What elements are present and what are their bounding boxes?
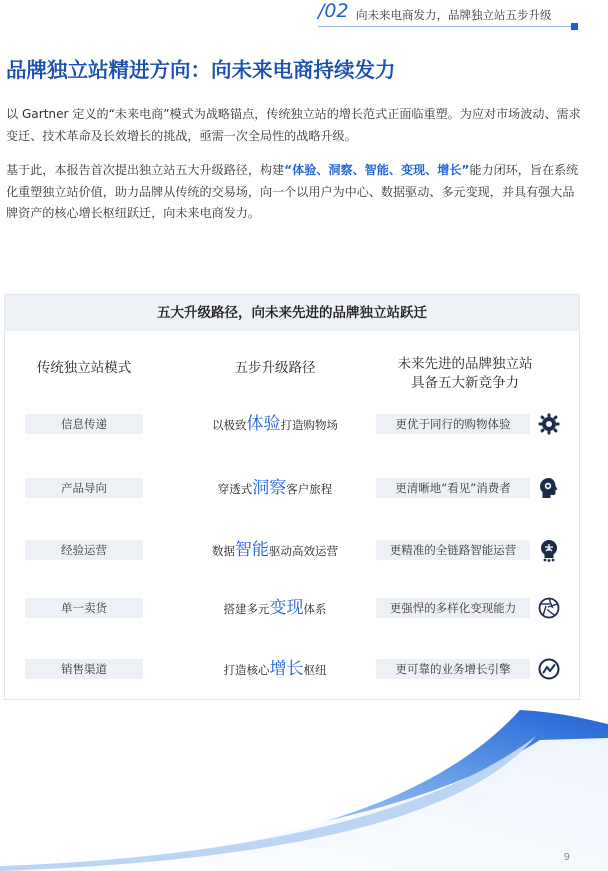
traditional-mode-label: 单一卖货	[25, 598, 143, 618]
growth-trend-icon	[537, 657, 561, 681]
column-title-future-line1: 未来先进的品牌独立站	[397, 356, 533, 372]
section-number: /02	[318, 0, 349, 22]
path-prefix: 以极致	[212, 418, 247, 432]
upgrade-row	[5, 596, 579, 620]
upgrade-path-text	[185, 476, 365, 501]
path-keyword: 洞察	[252, 478, 287, 498]
path-suffix: 打造购物场	[280, 418, 338, 432]
path-keyword: 智能	[235, 540, 269, 560]
body-paragraph	[6, 160, 584, 225]
panel-title: 五大升级路径，向未来先进的品牌独立站跃迁	[5, 295, 579, 331]
path-suffix: 枢纽	[303, 663, 327, 677]
path-keyword: 变现	[269, 598, 304, 618]
intro-paragraph: 以 Gartner 定义的“未来电商”模式为战略锚点，传统独立站的增长范式正面临重塑。为应对市场波动、需求变迁、技术革命及长效增长的挑战，亟需一次全局性的战略升级。	[6, 107, 581, 143]
head-eye-icon	[537, 476, 561, 500]
traditional-mode-label: 产品导向	[25, 478, 143, 498]
future-capability-label: 更可靠的业务增长引擎	[376, 659, 530, 679]
future-capability-label: 更优于同行的购物体验	[376, 414, 530, 434]
network-head-icon	[537, 538, 561, 562]
column-title-traditional: 传统独立站模式	[36, 360, 132, 376]
future-capability-label: 更清晰地“看见”消费者	[376, 478, 530, 498]
path-suffix: 体系	[303, 602, 327, 616]
path-keyword: 体验	[246, 414, 281, 434]
path-prefix: 数据	[212, 544, 235, 558]
header-square-marker	[571, 23, 578, 30]
path-prefix: 打造核心	[223, 663, 270, 677]
traditional-mode-label: 信息传递	[25, 414, 143, 434]
column-title-path: 五步升级路径	[234, 360, 316, 376]
path-prefix: 穿透式	[217, 482, 253, 496]
path-suffix: 驱动高效运营	[269, 544, 338, 558]
page-title: 品牌独立站精进方向：向未来电商持续发力	[6, 58, 396, 82]
upgrade-row	[5, 538, 579, 562]
upgrade-path-text	[185, 538, 365, 563]
future-capability-label: 更强悍的多样化变现能力	[376, 598, 530, 618]
upgrade-row	[5, 657, 579, 681]
upgrade-path-text	[185, 412, 365, 437]
upgrade-row	[5, 412, 579, 436]
traditional-mode-label: 销售渠道	[25, 659, 143, 679]
path-keyword: 增长	[269, 659, 304, 679]
decorative-swoosh	[0, 700, 608, 871]
column-title-future	[375, 355, 555, 393]
paragraph-text-before: 基于此，本报告首次提出独立站五大升级路径，构建	[6, 163, 285, 177]
column-title-future-line2: 具备五大新竞争力	[411, 375, 519, 391]
upgrade-path-panel	[4, 294, 580, 700]
upgrade-path-text	[185, 596, 365, 621]
capability-highlight: “体验、洞察、智能、变现、增长”	[284, 163, 470, 177]
aperture-icon	[537, 596, 561, 620]
path-prefix: 搭建多元	[223, 602, 270, 616]
traditional-mode-label: 经验运营	[25, 540, 143, 560]
section-header	[318, 2, 576, 27]
page-number: 9	[563, 852, 570, 863]
upgrade-row	[5, 476, 579, 500]
section-title: 向未来电商发力，品牌独立站五步升级	[356, 8, 552, 22]
paragraph-text-after: 能力闭环，旨在系统化重塑独立站价值，助力品牌从传统的交易场，向一个以用户为中心、数据驱动、多元变现，并具有强大品牌资产的核心增长枢纽跃迁，向未来电商发力。	[6, 163, 579, 220]
future-capability-label: 更精准的全链路智能运营	[376, 540, 530, 560]
upgrade-path-text	[185, 657, 365, 682]
path-suffix: 客户旅程	[286, 482, 333, 496]
gear-icon	[537, 412, 561, 436]
